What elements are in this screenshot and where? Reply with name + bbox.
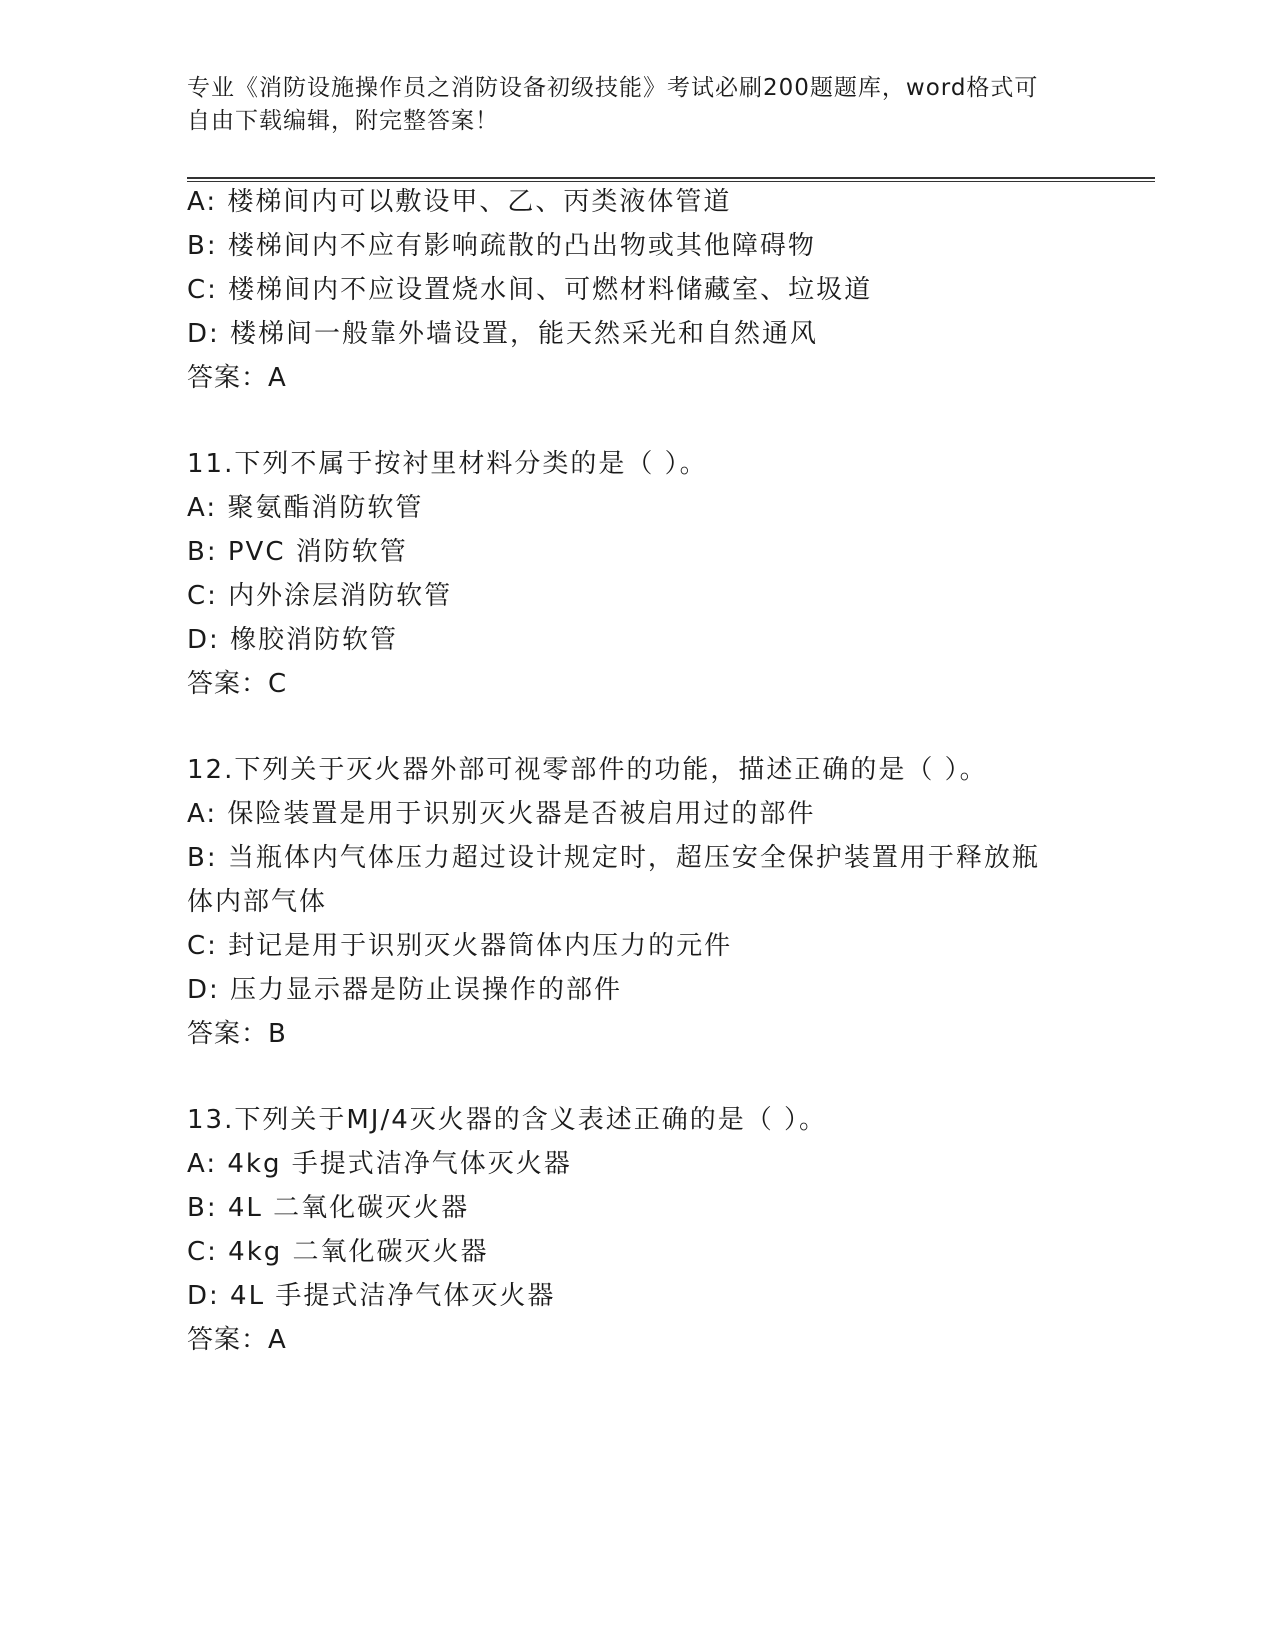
q12-option-c: C: 封记是用于识别灭火器筒体内压力的元件: [187, 931, 733, 961]
q12-option-d: D: 压力显示器是防止误操作的部件: [187, 975, 623, 1005]
header-line-2: 自由下载编辑，附完整答案！: [187, 108, 499, 134]
q12-stem: 12.下列关于灭火器外部可视零部件的功能，描述正确的是（ ）。: [187, 755, 988, 785]
q11-answer: 答案：C: [187, 669, 288, 699]
q11-option-d: D: 橡胶消防软管: [187, 625, 399, 655]
header-line-1: 专业《消防设施操作员之消防设备初级技能》考试必刷200题题库，word格式可: [187, 75, 1039, 101]
q10-answer: 答案：A: [187, 363, 287, 393]
q13-option-b: B: 4L 二氧化碳灭火器: [187, 1193, 470, 1223]
q11-option-a: A: 聚氨酯消防软管: [187, 493, 424, 523]
header-divider: [187, 177, 1155, 179]
q12-answer: 答案：B: [187, 1019, 287, 1049]
q10-option-c: C: 楼梯间内不应设置烧水间、可燃材料储藏室、垃圾道: [187, 275, 873, 305]
q10-option-d: D: 楼梯间一般靠外墙设置，能天然采光和自然通风: [187, 319, 819, 349]
q13-option-a: A: 4kg 手提式洁净气体灭火器: [187, 1149, 572, 1179]
q13-option-d: D: 4L 手提式洁净气体灭火器: [187, 1281, 556, 1311]
q13-option-c: C: 4kg 二氧化碳灭火器: [187, 1237, 489, 1267]
q11-option-c: C: 内外涂层消防软管: [187, 581, 453, 611]
q12-option-a: A: 保险装置是用于识别灭火器是否被启用过的部件: [187, 799, 816, 829]
q10-option-b: B: 楼梯间内不应有影响疏散的凸出物或其他障碍物: [187, 231, 816, 261]
q10-option-a: A: 楼梯间内可以敷设甲、乙、丙类液体管道: [187, 187, 732, 217]
document-header: [187, 72, 1087, 138]
q12-option-b-continued: 体内部气体: [187, 887, 328, 917]
q11-option-b: B: PVC 消防软管: [187, 537, 408, 567]
header-divider-thin: [187, 181, 1155, 182]
q13-answer: 答案：A: [187, 1325, 287, 1355]
q11-stem: 11.下列不属于按衬里材料分类的是（ ）。: [187, 449, 708, 479]
q13-stem: 13.下列关于MJ/4灭火器的含义表述正确的是（ ）。: [187, 1105, 828, 1135]
q12-option-b: B: 当瓶体内气体压力超过设计规定时，超压安全保护装置用于释放瓶: [187, 843, 1040, 873]
